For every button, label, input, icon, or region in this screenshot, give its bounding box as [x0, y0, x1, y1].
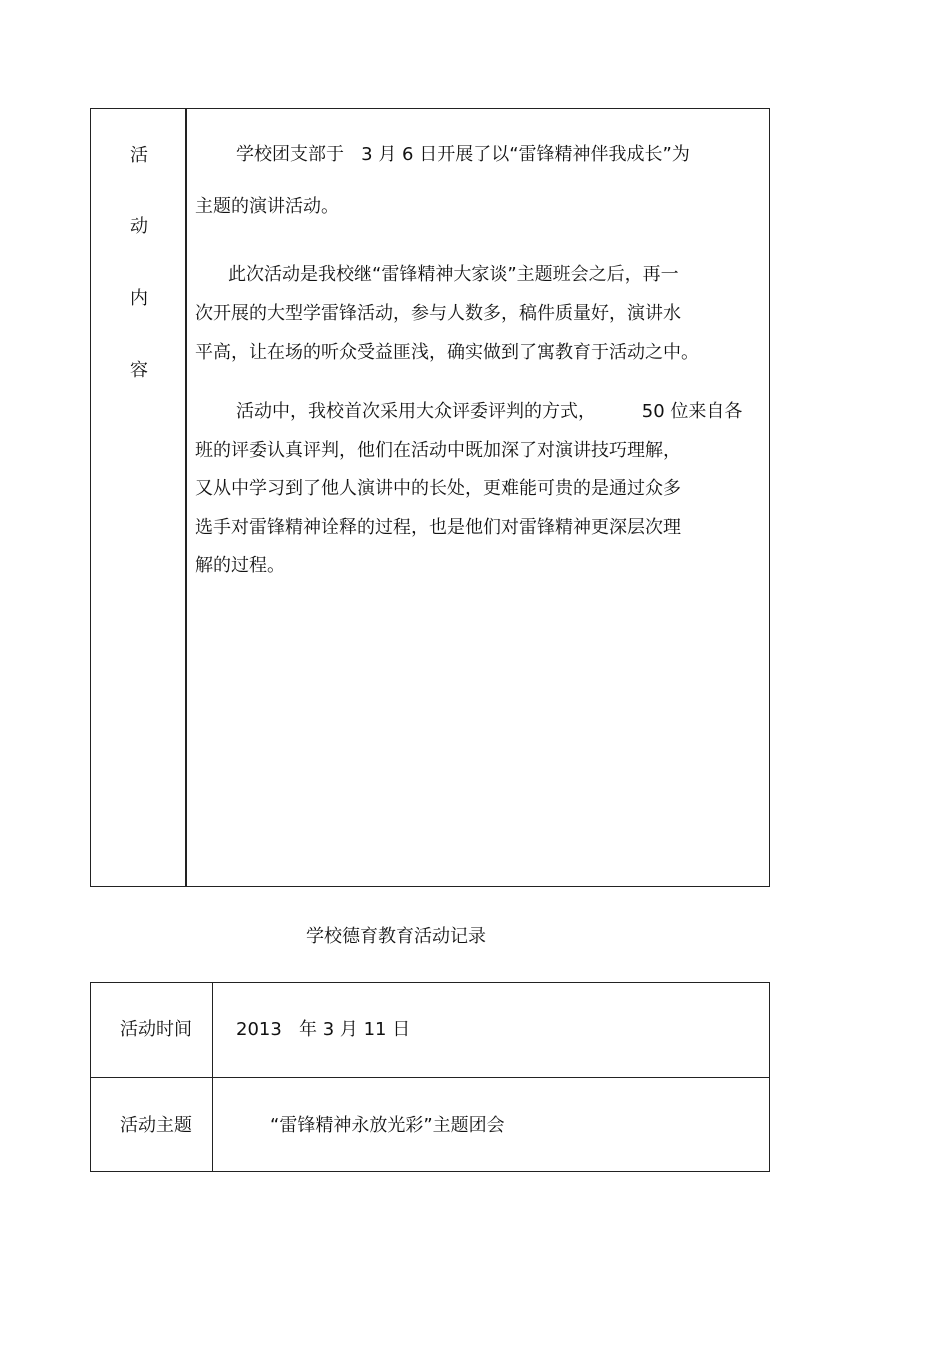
paragraph-line: 此次活动是我校继“雷锋精神大家谈”主题班会之后，再一 — [228, 264, 679, 285]
paragraph-line: 次开展的大型学雷锋活动，参与人数多，稿件质量好，演讲水 — [195, 303, 681, 324]
record-title: 学校德育教育活动记录 — [306, 926, 486, 947]
paragraph-line: 主题的演讲活动。 — [195, 196, 339, 217]
label-char: 动 — [130, 216, 148, 237]
paragraph-line: 平高，让在场的听众受益匪浅，确实做到了寓教育于活动之中。 — [195, 342, 699, 363]
table-divider — [185, 108, 187, 887]
label-char: 容 — [130, 360, 148, 381]
paragraph-line: 班的评委认真评判，他们在活动中既加深了对演讲技巧理解， — [195, 440, 681, 461]
activity-theme-label: 活动主题 — [120, 1115, 192, 1136]
paragraph-line: 学校团支部于 3 月 6 日开展了以“雷锋精神伴我成长”为 — [236, 144, 690, 165]
paragraph-line: 解的过程。 — [195, 555, 285, 576]
activity-theme-value: “雷锋精神永放光彩”主题团会 — [270, 1115, 505, 1136]
label-char: 活 — [130, 145, 148, 166]
paragraph-line: 选手对雷锋精神诠释的过程，也是他们对雷锋精神更深层次理 — [195, 517, 681, 538]
paragraph-line: 又从中学习到了他人演讲中的长处，更难能可贵的是通过众多 — [195, 478, 681, 499]
paragraph-line: 活动中，我校首次采用大众评委评判的方式， 50 位来自各 — [236, 401, 743, 422]
table-row-divider — [90, 1077, 770, 1078]
activity-time-label: 活动时间 — [120, 1019, 192, 1040]
activity-time-value: 2013 年 3 月 11 日 — [236, 1019, 411, 1040]
label-char: 内 — [130, 288, 148, 309]
